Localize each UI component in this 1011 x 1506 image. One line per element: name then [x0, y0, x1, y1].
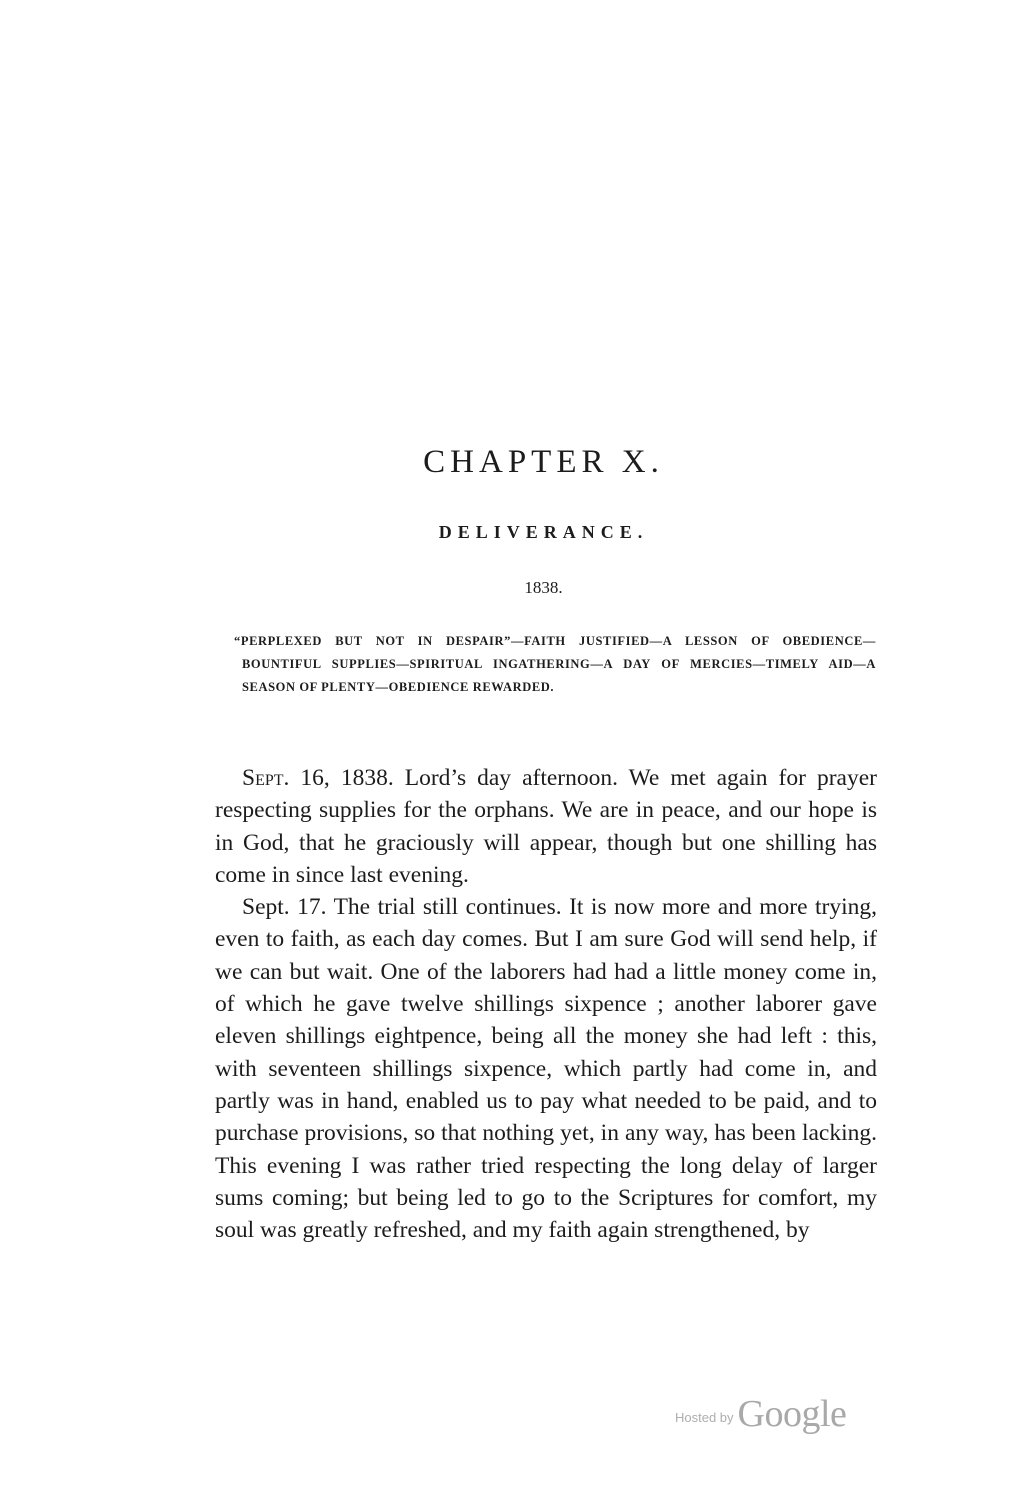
paragraph-sept-16	[215, 762, 877, 891]
hosted-by-google	[675, 1392, 846, 1436]
chapter-subtitle: DELIVERANCE.	[438, 522, 649, 542]
paragraph-date: Sept.	[242, 765, 290, 791]
paragraph-sept-17: Sept. 17. The trial still continues. It is now more and more trying, even to faith, as each day comes. But I am sure God will send help, if we can but wait. One of the laborers had had a little money come in, of which he gave twelve shillings sixpence ; another laborer gave eleven shillings eightpence, being all the money she had left : this, with seventeen shillings sixpence, which partly had come in, and partly was in hand, enabled us to pay what needed to be paid, and to purchase provisions, so that nothing yet, in any way, has been lacking. This evening I was rather tried respecting the long delay of larger sums coming; but being led to go to the Scriptures for comfort, my soul was greatly refreshed, and my faith again strengthened, by	[215, 894, 877, 1244]
chapter-year: 1838.	[524, 578, 563, 597]
paragraph-text: 16, 1838. Lord’s day afternoon. We met again for prayer respecting supplies for the orphans. We are in peace, and our hope is in God, that he graciously will appear, though but one shilling has come in since last evening.	[215, 765, 877, 888]
google-logo: Google	[737, 1393, 847, 1435]
body-text	[215, 762, 877, 1246]
chapter-title: CHAPTER X.	[423, 444, 664, 480]
chapter-synopsis: “PERPLEXED BUT NOT IN DESPAIR”—FAITH JUSTIFIED—A LESSON OF OBEDIENCE—BOUNTIFUL SUPPLIES—SPIRITUAL INGATHERING—A DAY OF MERCIES—TIMELY AID—A SEASON OF PLENTY—OBEDIENCE REWARDED.	[234, 634, 876, 694]
hosted-by-label: Hosted by	[675, 1410, 734, 1425]
